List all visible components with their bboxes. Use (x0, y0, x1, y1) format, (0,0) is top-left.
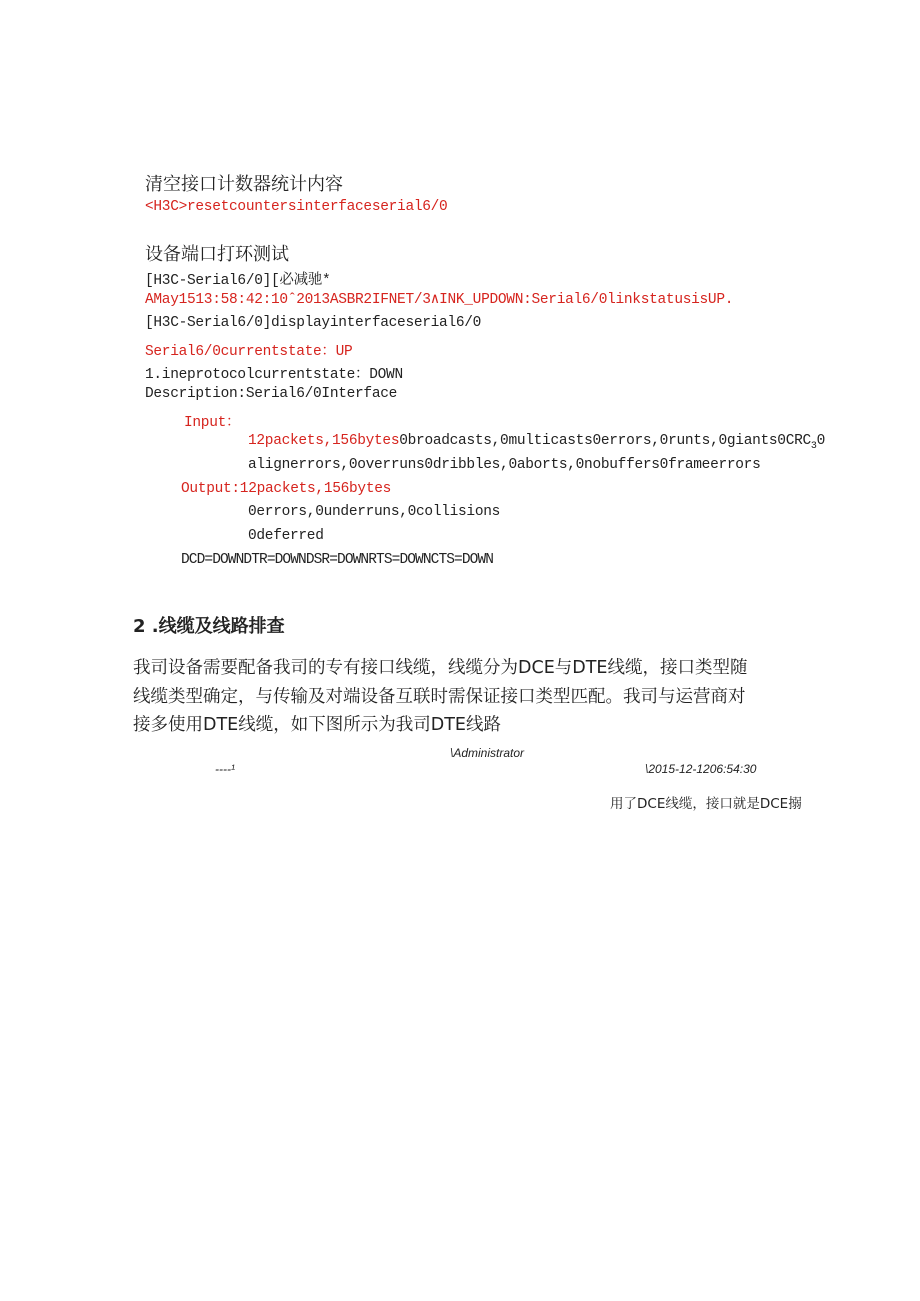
loopback-test-heading: 设备端口打环测试 (145, 244, 289, 265)
input-packets-highlight: 12packets,156bytes (248, 433, 400, 449)
cli-line-protocol-state: 1.ineprotocolcurrentstate：DOWN (145, 367, 403, 383)
figure-caption: 用了DCE线缆，接口就是DCE搦 (610, 796, 802, 812)
cli-line-output-stats: Output:12packets,156bytes (181, 481, 392, 497)
cable-paragraph-line-2: 线缆类型确定，与传输及对端设备互联时需保证接口类型匹配。我司与运营商对 (133, 687, 746, 707)
cli-line-align-errors: alignerrors,0overruns0dribbles,0aborts,0nobuffers0frameerrors (248, 457, 761, 473)
cli-line-input-stats (248, 433, 825, 452)
cable-paragraph-line-3: 接多使用DTE线缆，如下图所示为我司DTE线路 (133, 715, 501, 735)
cli-line-description: Description:Serial6/0Interface (145, 386, 398, 402)
crc-tail: 0 (816, 433, 826, 449)
cli-line-display-interface: [H3C-Serial6/0]displayinterfaceserial6/0 (145, 315, 482, 331)
input-stats-rest: 0broadcasts,0multicasts0errors,0runts,0giants0CRC (399, 433, 811, 449)
figure-author-note: \Administrator (450, 746, 525, 760)
cli-line-link-status-log: AMay1513:58:42:10ˆ2013ASBR2IFNET/3∧INK_UPDOWN:Serial6/0linkstatusisUP. (145, 292, 734, 308)
cli-line-undo-shutdown: [H3C-Serial6/0][必减驰* (145, 273, 331, 289)
cli-line-signal-status: DCD=DOWNDTR=DOWNDSR=DOWNRTS=DOWNCTS=DOWN (181, 552, 494, 568)
cli-line-input-label: Input： (184, 415, 241, 431)
figure-dash-mark: ----¹ (215, 762, 235, 776)
clear-counters-heading: 清空接口计数器统计内容 (145, 174, 343, 195)
cli-line-output-errors: 0errors,0underruns,0collisions (248, 504, 501, 520)
cli-line-current-state: Serial6/0currentstate：UP (145, 344, 353, 360)
figure-timestamp: \2015-12-1206:54:30 (645, 762, 757, 776)
crc-subscript: 3 (810, 440, 817, 452)
cable-paragraph-line-1: 我司设备需要配备我司的专有接口线缆，线缆分为DCE与DTE线缆，接口类型随 (133, 658, 748, 678)
cable-section-heading: 2 .线缆及线路排查 (133, 616, 285, 637)
cli-line-deferred: 0deferred (248, 528, 324, 544)
reset-counters-command: <H3C>resetcountersinterfaceserial6/0 (145, 199, 448, 215)
